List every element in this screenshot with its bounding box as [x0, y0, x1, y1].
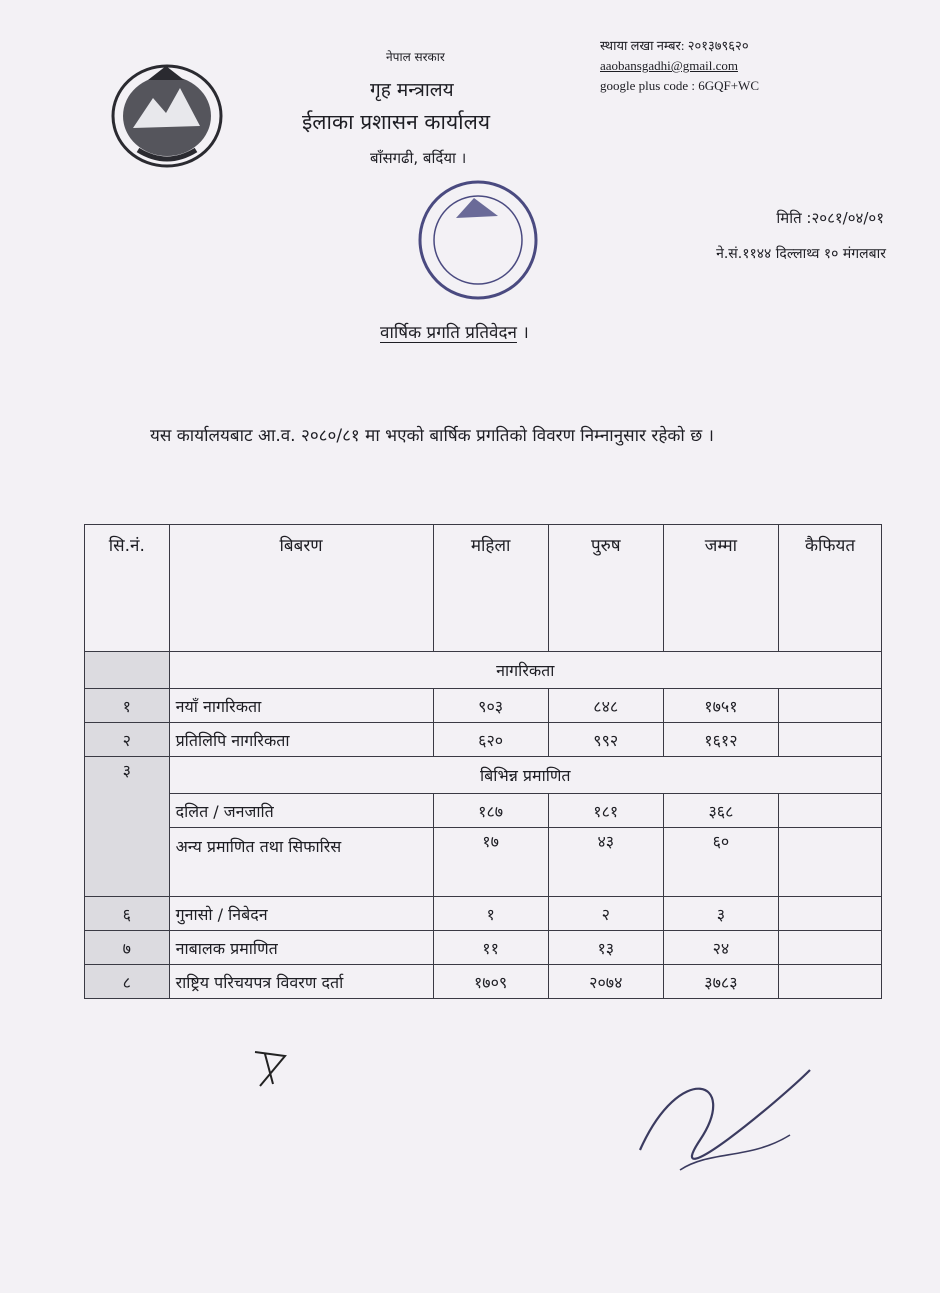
cell-male: १८१: [548, 794, 663, 828]
cell-remarks: [779, 965, 882, 999]
section-row-certification: [85, 757, 882, 794]
cell-description: नाबालक प्रमाणित: [169, 931, 433, 965]
progress-table: [84, 524, 882, 999]
cell-female: ६२०: [433, 723, 548, 757]
section-row-citizenship: [85, 652, 882, 689]
col-header-sn: सि.नं.: [85, 525, 170, 652]
cell-remarks: [779, 931, 882, 965]
col-header-total: जम्मा: [663, 525, 778, 652]
cell-remarks: [779, 723, 882, 757]
table-header-row: [85, 525, 882, 652]
email-link[interactable]: aaobansgadhi@gmail.com: [600, 58, 738, 73]
office-stamp: [416, 178, 540, 302]
table-row: [85, 689, 882, 723]
col-header-female: महिला: [433, 525, 548, 652]
cell-description: गुनासो / निबेदन: [169, 897, 433, 931]
table-row: [85, 828, 882, 897]
cell-sn: ८: [85, 965, 170, 999]
cell-sn: १: [85, 689, 170, 723]
table-row: [85, 931, 882, 965]
table-row: [85, 794, 882, 828]
report-title-text: वार्षिक प्रगति प्रतिवेदन: [380, 323, 517, 343]
intro-paragraph: यस कार्यालयबाट आ.व. २०८०/८१ मा भएको बार्षिक प्रगतिको विवरण निम्नानुसार रहेको छ ।: [150, 426, 714, 446]
cell-female: १७: [433, 828, 548, 897]
cell-total: १६१२: [663, 723, 778, 757]
nepal-sambat-date: ने.सं.११४४ दिल्लाथ्व १० मंगलबार: [716, 246, 886, 262]
officer-signature: [620, 1040, 830, 1210]
cell-male: ४३: [548, 828, 663, 897]
nepal-government-emblem: [108, 58, 226, 170]
cell-description: प्रतिलिपि नागरिकता: [169, 723, 433, 757]
table-row: [85, 897, 882, 931]
title-danda: ।: [522, 323, 529, 343]
cell-total: ३: [663, 897, 778, 931]
cell-female: १८७: [433, 794, 548, 828]
cell-male: २: [548, 897, 663, 931]
col-header-description: बिबरण: [169, 525, 433, 652]
table-row: [85, 965, 882, 999]
initial-mark: [245, 1044, 295, 1094]
report-title: [380, 320, 529, 343]
cell-remarks: [779, 794, 882, 828]
cell-sn: ३: [85, 757, 170, 897]
government-label: नेपाल सरकार: [386, 50, 445, 64]
document-date: मिति :२०८१/०४/०१: [776, 209, 884, 227]
cell-description: अन्य प्रमाणित तथा सिफारिस: [169, 828, 433, 897]
office-address: बाँसगढी, बर्दिया ।: [370, 149, 467, 167]
cell-male: २०७४: [548, 965, 663, 999]
cell-male: १३: [548, 931, 663, 965]
office-name: ईलाका प्रशासन कार्यालय: [302, 110, 491, 134]
cell-total: १७५१: [663, 689, 778, 723]
contact-block: [600, 36, 759, 96]
cell-sn: ६: [85, 897, 170, 931]
cell-sn: २: [85, 723, 170, 757]
cell-total: ६०: [663, 828, 778, 897]
cell-total: २४: [663, 931, 778, 965]
cell-description: राष्ट्रिय परिचयपत्र विवरण दर्ता: [169, 965, 433, 999]
cell-male: ९९२: [548, 723, 663, 757]
cell-sn: ७: [85, 931, 170, 965]
plus-code: google plus code : 6GQF+WC: [600, 78, 759, 93]
cell-remarks: [779, 828, 882, 897]
cell-description: दलित / जनजाति: [169, 794, 433, 828]
table-row: [85, 723, 882, 757]
col-header-male: पुरुष: [548, 525, 663, 652]
ministry-name: गृह मन्त्रालय: [370, 79, 454, 101]
col-header-remarks: कैफियत: [779, 525, 882, 652]
cell-male: ८४८: [548, 689, 663, 723]
section-title: बिभिन्न प्रमाणित: [169, 757, 881, 794]
cell-remarks: [779, 689, 882, 723]
cell-description: नयाँ नागरिकता: [169, 689, 433, 723]
cell-female: ११: [433, 931, 548, 965]
cell-female: ९०३: [433, 689, 548, 723]
cell-female: १७०९: [433, 965, 548, 999]
account-number: स्थाया लखा नम्बर: २०१३७९६२०: [600, 38, 749, 53]
cell-total: ३६८: [663, 794, 778, 828]
cell-female: १: [433, 897, 548, 931]
section-title: नागरिकता: [169, 652, 881, 689]
cell-remarks: [779, 897, 882, 931]
cell-total: ३७८३: [663, 965, 778, 999]
